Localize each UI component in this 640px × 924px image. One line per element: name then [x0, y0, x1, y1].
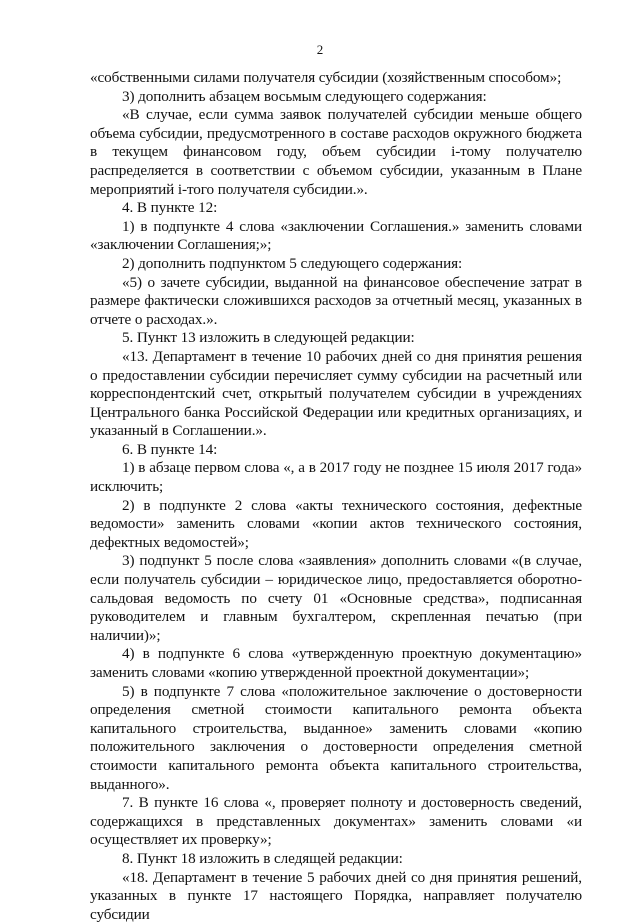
paragraph-subitem-4-2: 2) дополнить подпунктом 5 следующего содержания: — [122, 254, 463, 272]
paragraph-quote-item-13: «13. Департамент в течение 10 рабочих дней со дня принятия решения о предоставлении субсидии перечисляет сумму субсидии на расчетный или корреспондентский счет, открытый получателем субсидии в учреждениях Центрального банка Российской Федерации или кредитных организациях, и указанный в Соглашении.». — [90, 347, 582, 440]
paragraph-subitem-6-1: 1) в абзаце первом слова «, а в 2017 году не позднее 15 июля 2017 года» исключить; — [90, 459, 582, 496]
paragraph-item-3: 3) дополнить абзацем восьмым следующего содержания: — [122, 87, 487, 105]
paragraph-subitem-6-3: 3) подпункт 5 после слова «заявления» дополнить словами «(в случае, если получатель субсидии – юридическое лицо, предоставляется оборотно-сальдовая ведомость по счету 01 «Основные средства», подписанная руководителем и главным бухгалтером, скрепленная печатью (при наличии)»; — [90, 552, 582, 644]
paragraph-item-5: 5. Пункт 13 изложить в следующей редакции: — [122, 329, 415, 347]
document-body — [90, 69, 582, 924]
paragraph-subitem-4-1: 1) в подпункте 4 слова «заключении Соглашения.» заменить словами «заключении Соглашения;»; — [90, 217, 582, 254]
page-number: 2 — [316, 42, 324, 57]
paragraph-subitem-6-4: 4) в подпункте 6 слова «утвержденную проектную документацию» заменить словами «копию утвержденной проектной документации»; — [90, 645, 582, 681]
paragraph-item-7: 7. В пункте 16 слова «, проверяет полноту и достоверность сведений, содержащихся в представленных документах» заменить словами «и осуществляет их проверку»; — [90, 794, 582, 849]
paragraph-subitem-6-5: 5) в подпункте 7 слова «положительное заключение о достоверности определения сметной стоимости капитального ремонта объекта капитального строительства, выданное» заменить словами «копию положительного заключения о достоверности определения сметной стоимости капитального ремонта объекта капитального строительства, выданного». — [90, 682, 582, 793]
paragraph-item-4: 4. В пункте 12: — [122, 199, 218, 217]
paragraph-item-8: 8. Пункт 18 изложить в следящей редакции: — [122, 849, 403, 867]
paragraph-continuation: «собственными силами получателя субсидии (хозяйственным способом»; — [90, 69, 562, 86]
paragraph-quote-item-18: «18. Департамент в течение 5 рабочих дней со дня принятия решений, указанных в пункте 17 настоящего Порядка, направляет получателю субсидии — [90, 868, 582, 923]
paragraph-quote-subitem-5: «5) о зачете субсидии, выданной на финансовое обеспечение затрат в размере фактически сложившихся расходов за отчетный месяц, указанных в отчете о расходах.». — [90, 273, 582, 328]
paragraph-quote-subsidy-distribution: «В случае, если сумма заявок получателей субсидии меньше общего объема субсидии, предусмотренного в составе расходов окружного бюджета в текущем финансовом году, объем субсидии i-тому получателю распределяется в соответствии с объемом субсидии, указанным в Плане мероприятий i-того получателя субсидии.». — [90, 106, 582, 198]
paragraph-item-6: 6. В пункте 14: — [122, 440, 218, 458]
paragraph-subitem-6-2: 2) в подпункте 2 слова «акты технического состояния, дефектные ведомости» заменить словами «копии актов технического состояния, дефектных ведомостей»; — [90, 496, 582, 551]
